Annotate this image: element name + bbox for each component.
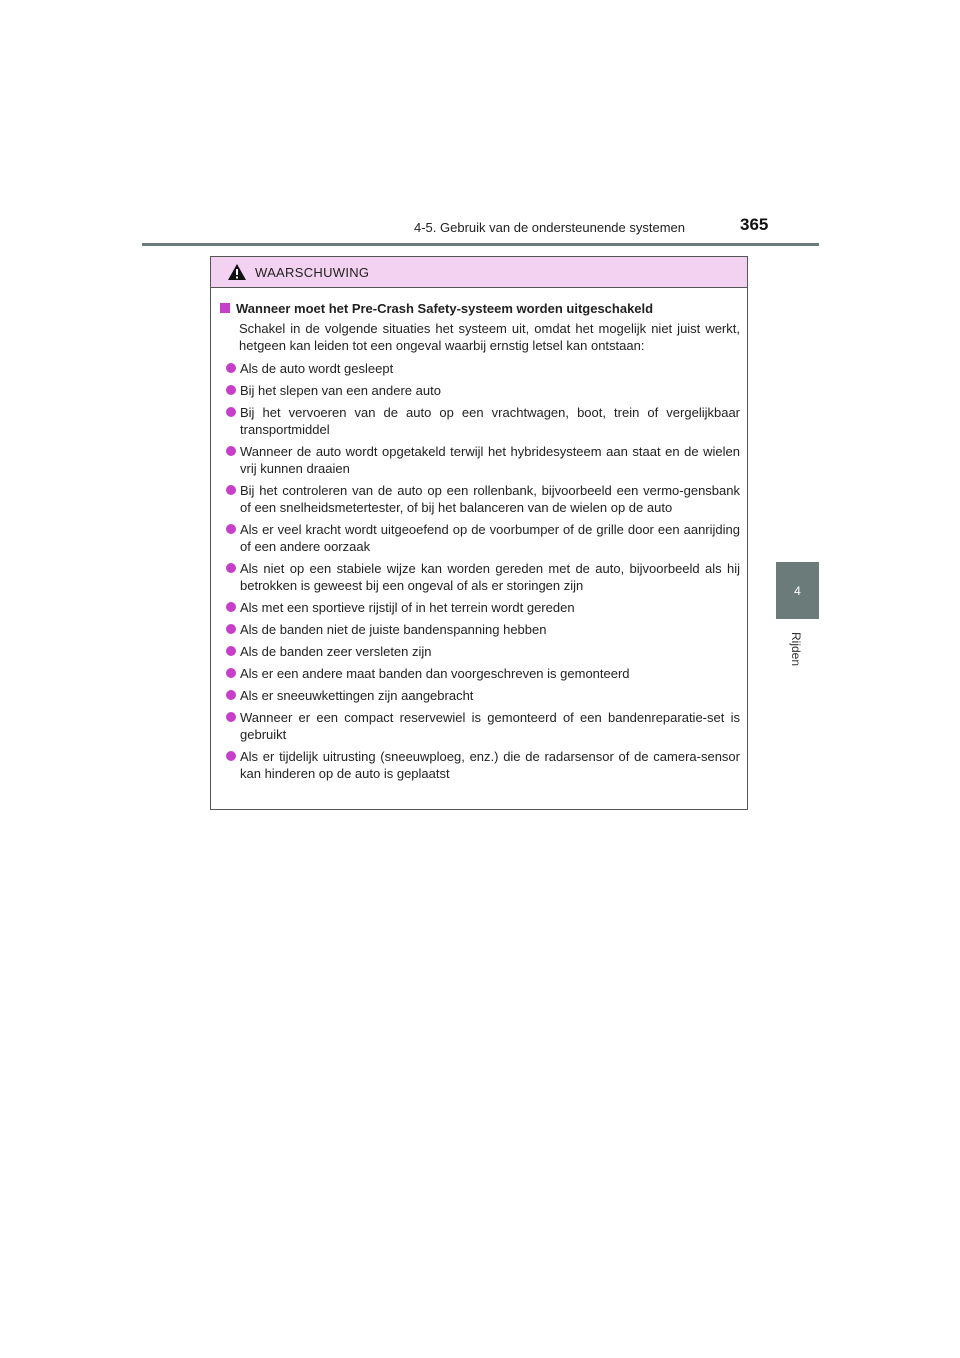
bullet-icon [226, 751, 236, 761]
bullet-icon [226, 524, 236, 534]
list-item: Als met een sportieve rijstijl of in het terrein wordt gereden [226, 599, 740, 616]
bullet-icon [226, 407, 236, 417]
bullet-icon [226, 385, 236, 395]
warning-body [211, 288, 747, 782]
bullet-icon [226, 646, 236, 656]
chapter-number: 4 [794, 583, 801, 598]
bullet-icon [226, 446, 236, 456]
bullet-icon [226, 712, 236, 722]
warning-triangle-icon [227, 263, 247, 281]
bullet-icon [226, 602, 236, 612]
warning-header [211, 257, 747, 288]
list-item: Als niet op een stabiele wijze kan worden gereden met de auto, bijvoorbeeld als hij betrokken is geweest bij een ongeval of als er storingen zijn [226, 560, 740, 594]
list-item: Als er sneeuwkettingen zijn aangebracht [226, 687, 740, 704]
list-item: Bij het controleren van de auto op een rollenbank, bijvoorbeeld een vermo-gensbank of een snelheidsmetertester, of bij het balanceren van de wielen op de auto [226, 482, 740, 516]
list-item: Als de banden niet de juiste bandenspanning hebben [226, 621, 740, 638]
bullet-icon [226, 690, 236, 700]
list-item: Als de auto wordt gesleept [226, 360, 740, 377]
warning-subheading [220, 300, 740, 317]
warning-title: WAARSCHUWING [255, 264, 370, 280]
list-item: Als er een andere maat banden dan voorgeschreven is gemonteerd [226, 665, 740, 682]
list-item: Wanneer de auto wordt opgetakeld terwijl het hybridesysteem aan staat en de wielen vrij kunnen draaien [226, 443, 740, 477]
chapter-tab [776, 562, 819, 619]
list-item: Bij het vervoeren van de auto op een vrachtwagen, boot, trein of vergelijkbaar transportmiddel [226, 404, 740, 438]
list-item: Wanneer er een compact reservewiel is gemonteerd of een bandenreparatie-set is gebruikt [226, 709, 740, 743]
bullet-icon [226, 363, 236, 373]
section-title: 4-5. Gebruik van de ondersteunende systemen [414, 220, 686, 235]
list-item: Als er veel kracht wordt uitgeoefend op de voorbumper of de grille door een aanrijding of een andere oorzaak [226, 521, 740, 555]
square-icon [220, 303, 230, 313]
subheading-text: Wanneer moet het Pre-Crash Safety-systeem worden uitgeschakeld [236, 301, 654, 316]
bullet-icon [226, 563, 236, 573]
bullet-icon [226, 485, 236, 495]
header-divider [142, 243, 819, 246]
chapter-label: Rijden [789, 632, 803, 667]
list-item: Als er tijdelijk uitrusting (sneeuwploeg, enz.) die de radarsensor of de camera-sensor kan hinderen op de auto is geplaatst [226, 748, 740, 782]
list-item: Bij het slepen van een andere auto [226, 382, 740, 399]
warning-box [210, 256, 748, 810]
bullet-icon [226, 668, 236, 678]
page-number: 365 [740, 215, 769, 234]
warning-list [220, 360, 740, 782]
bullet-icon [226, 624, 236, 634]
intro-paragraph: Schakel in de volgende situaties het systeem uit, omdat het mogelijk niet juist werkt, hetgeen kan leiden tot een ongeval waarbij ernstig letsel kan ontstaan: [239, 321, 740, 353]
list-item: Als de banden zeer versleten zijn [226, 643, 740, 660]
